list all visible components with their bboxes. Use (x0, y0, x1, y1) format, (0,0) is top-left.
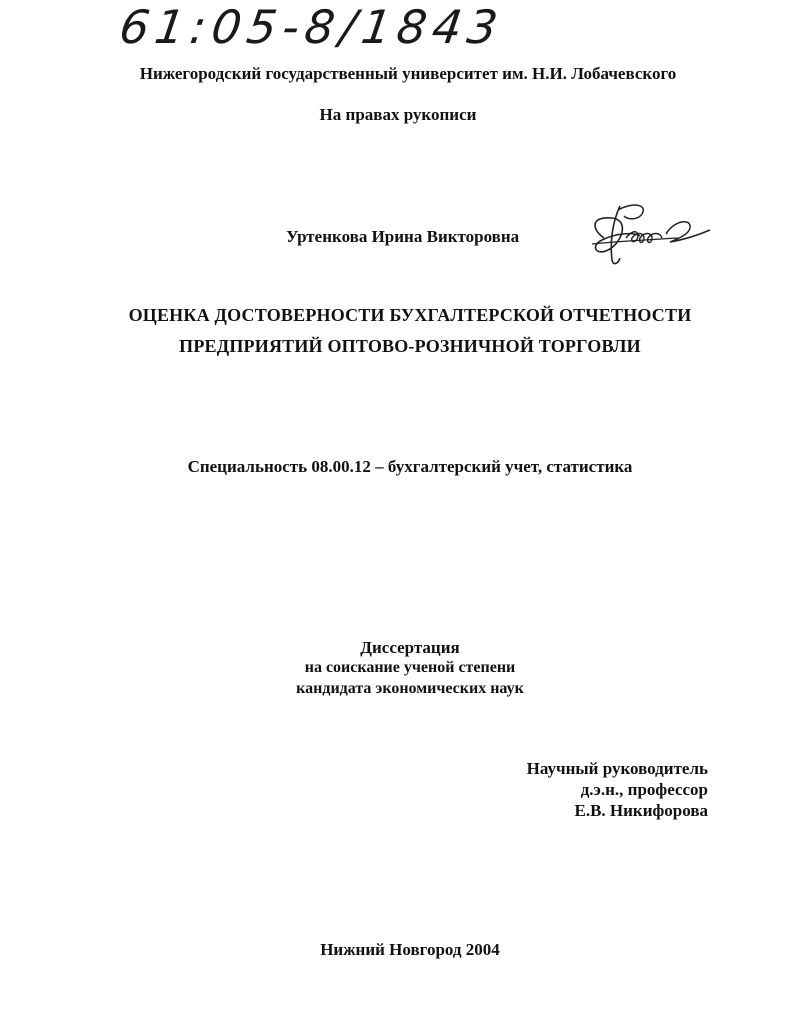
university-name: Нижегородский государственный университет им. Н.И. Лобачевского (139, 64, 677, 83)
supervisor-role: Научный руководитель (526, 759, 708, 778)
dissertation-title-line-2: ПРЕДПРИЯТИЙ ОПТОВО-РОЗНИЧНОЙ ТОРГОВЛИ (179, 336, 641, 356)
specialty: Специальность 08.00.12 – бухгалтерский учет, статистика (187, 457, 633, 476)
dissertation-label: Диссертация (360, 638, 460, 657)
supervisor-degree: д.э.н., профессор (580, 780, 708, 799)
degree-name: кандидата экономических наук (296, 680, 524, 697)
manuscript-rights: На правах рукописи (319, 105, 477, 124)
signature-icon (582, 198, 717, 270)
supervisor-name: Е.В. Никифорова (574, 801, 708, 820)
degree-purpose: на соискание ученой степени (304, 659, 516, 676)
author-name: Уртенкова Ирина Викторовна (286, 227, 520, 246)
archive-code-handwritten: 61:05-8/1843 (116, 0, 507, 54)
dissertation-title-line-1: ОЦЕНКА ДОСТОВЕРНОСТИ БУХГАЛТЕРСКОЙ ОТЧЕТНОСТИ (128, 305, 692, 325)
city-year: Нижний Новгород 2004 (320, 940, 500, 959)
